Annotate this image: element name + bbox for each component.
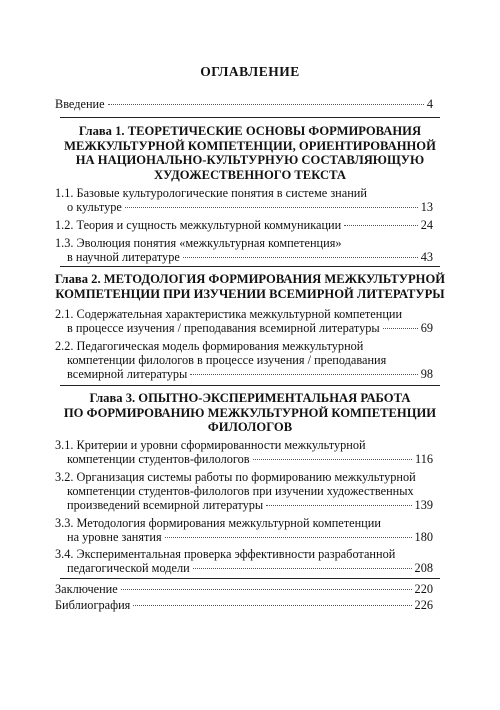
toc-entry-3-1: 3.1. Критерии и уровни сформированности межкультурной компетенции студентов-филологов 116 bbox=[55, 438, 433, 466]
dot-leader bbox=[253, 459, 412, 460]
toc-entry-introduction bbox=[55, 97, 433, 111]
dot-leader bbox=[125, 207, 418, 208]
dot-leader bbox=[266, 505, 411, 506]
entry-page: 4 bbox=[426, 97, 433, 111]
entry-label: Введение bbox=[55, 97, 105, 111]
entry-page: 116 bbox=[415, 452, 433, 466]
separator-line bbox=[60, 117, 440, 118]
entry-page: 139 bbox=[414, 498, 433, 512]
separator-line bbox=[60, 266, 440, 267]
chapter-1-heading: Глава 1. ТЕОРЕТИЧЕСКИЕ ОСНОВЫ ФОРМИРОВАНИЯ МЕЖКУЛЬТУРНОЙ КОМПЕТЕНЦИИ, ОРИЕНТИРОВАННОЙ НА НАЦИОНАЛЬНО-КУЛЬТУРНУЮ СОСТАВЛЯЮЩУЮ ХУДОЖЕСТВЕННОГО ТЕКСТА bbox=[64, 124, 436, 182]
toc-entry-3-3: 3.3. Методология формирования межкультурной компетенции на уровне занятия 180 bbox=[55, 516, 433, 544]
toc-entry-1-1: 1.1. Базовые культурологические понятия в системе знаний о культуре 13 bbox=[55, 186, 433, 214]
entry-page: 24 bbox=[420, 218, 433, 232]
toc-title: ОГЛАВЛЕНИЕ bbox=[200, 64, 300, 79]
separator-line bbox=[60, 578, 440, 579]
separator-line bbox=[60, 385, 440, 386]
entry-label: Библиография bbox=[55, 598, 131, 612]
entry-page: 208 bbox=[414, 561, 433, 575]
dot-leader bbox=[190, 374, 417, 375]
toc-entry-1-2: 1.2. Теория и сущность межкультурной коммуникации 24 bbox=[55, 218, 433, 232]
dot-leader bbox=[165, 537, 412, 538]
dot-leader bbox=[133, 605, 411, 606]
dot-leader bbox=[183, 257, 418, 258]
entry-page: 69 bbox=[420, 321, 433, 335]
entry-page: 43 bbox=[420, 250, 433, 264]
toc-entry-1-3: 1.3. Эволюция понятия «межкультурная компетенция» в научной литературе 43 bbox=[55, 236, 433, 264]
entry-page: 13 bbox=[420, 200, 433, 214]
entry-page: 98 bbox=[420, 367, 433, 381]
entry-page: 180 bbox=[414, 530, 433, 544]
dot-leader bbox=[121, 589, 412, 590]
chapter-3-heading: Глава 3. ОПЫТНО-ЭКСПЕРИМЕНТАЛЬНАЯ РАБОТА ПО ФОРМИРОВАНИЮ МЕЖКУЛЬТУРНОЙ КОМПЕТЕНЦИИ ФИЛОЛОГОВ bbox=[63, 391, 437, 434]
chapter-2-heading: Глава 2. МЕТОДОЛОГИЯ ФОРМИРОВАНИЯ МЕЖКУЛЬТУРНОЙ КОМПЕТЕНЦИИ ПРИ ИЗУЧЕНИИ ВСЕМИРНОЙ ЛИТЕРАТУРЫ bbox=[54, 272, 446, 301]
toc-entry-bibliography bbox=[55, 598, 433, 612]
entry-page: 226 bbox=[414, 598, 433, 612]
toc-entry-2-1: 2.1. Содержательная характеристика межкультурной компетенции в процессе изучения / преподавания всемирной литературы 69 bbox=[55, 307, 433, 335]
dot-leader bbox=[344, 225, 418, 226]
toc-entry-2-2: 2.2. Педагогическая модель формирования межкультурной компетенции филологов в процессе изучения / преподавания всемирной литературы 98 bbox=[55, 339, 433, 381]
dot-leader bbox=[383, 328, 418, 329]
toc-entry-conclusion bbox=[55, 582, 433, 596]
dot-leader bbox=[193, 568, 412, 569]
entry-label: Заключение bbox=[55, 582, 118, 596]
entry-page: 220 bbox=[414, 582, 433, 596]
toc-entry-3-2: 3.2. Организация системы работы по формированию межкультурной компетенции студентов-филологов при изучении художественных произведений всемирной литературы 139 bbox=[55, 470, 433, 512]
dot-leader bbox=[108, 104, 424, 105]
toc-entry-3-4: 3.4. Экспериментальная проверка эффективности разработанной педагогической модели 208 bbox=[55, 547, 433, 575]
